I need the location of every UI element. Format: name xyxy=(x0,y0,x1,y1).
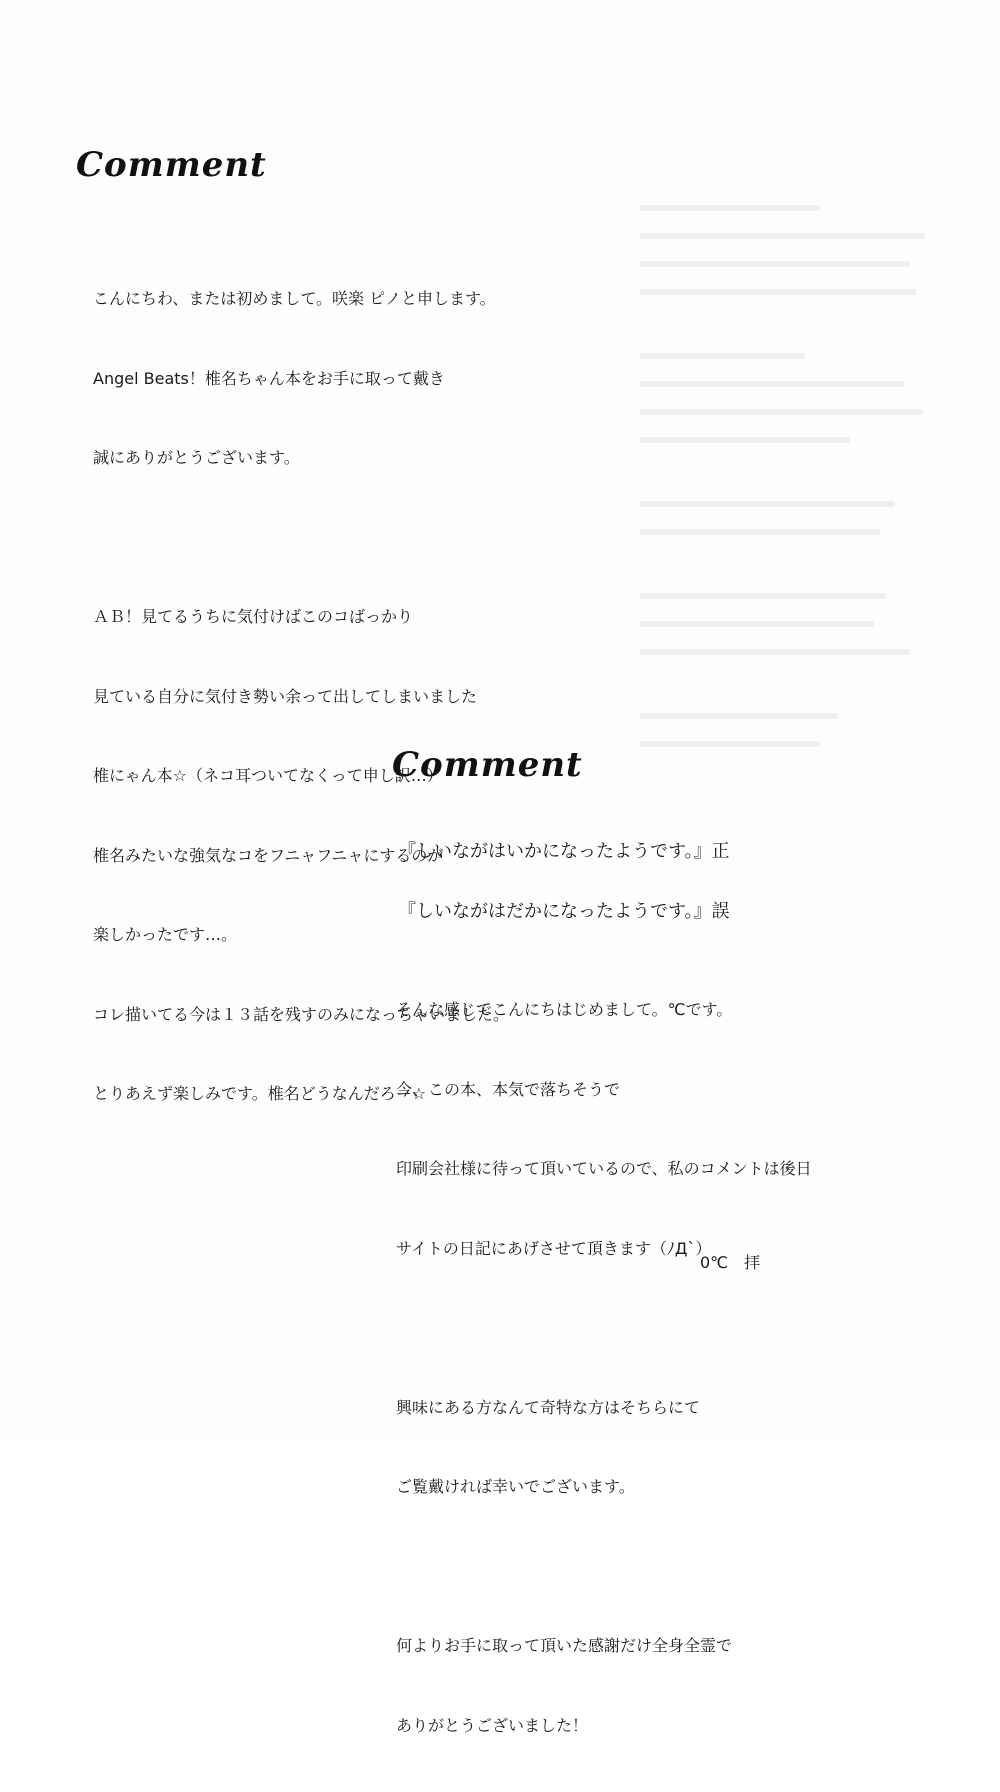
text-line: サイトの日記にあげさせて頂きます（ﾉД`） xyxy=(396,1238,712,1258)
text-line: 興味にある方なんて奇特な方はそちらにて xyxy=(396,1397,701,1417)
text-line: コレ描いてる今は１３話を残すのみになっちゃいました。 xyxy=(93,1004,510,1024)
text-line: 何よりお手に取って頂いた感謝だけ全身全霊で xyxy=(396,1636,733,1655)
wrong-line: 『しいながはだかになったようです。』誤 xyxy=(398,901,730,922)
paragraph-gap xyxy=(396,1315,812,1342)
text-line: 椎にゃん本☆（ネコ耳ついてなくって申し訳…） xyxy=(93,766,443,785)
paragraph-gap xyxy=(93,525,509,552)
text-line: 今、この本、本気で落ちそうで xyxy=(396,1079,621,1099)
text-line: 誠にありがとうございます。 xyxy=(93,448,300,467)
comment-heading-1: Comment xyxy=(76,145,267,185)
text-line: ＡＢ！見てるうちに気付けばこのコばっかり xyxy=(93,607,414,626)
text-line: 見ている自分に気付き勢い余って出してしまいました xyxy=(93,686,478,706)
text-line: Angel Beats！椎名ちゃん本をお手に取って戴き xyxy=(93,368,445,388)
comment-body-2 xyxy=(396,944,812,1792)
text-line: ご覧戴ければ幸いでございます。 xyxy=(396,1477,635,1496)
paragraph-gap xyxy=(396,1554,812,1581)
erratum-lines xyxy=(398,838,730,926)
text-line: 椎名みたいな強気なコをフニャフニャにするのが xyxy=(93,845,444,865)
correct-line: 『しいながはいかになったようです。』正 xyxy=(398,841,730,862)
text-line: 楽しかったです…。 xyxy=(93,925,238,944)
text-line: ありがとうございました！ xyxy=(396,1715,589,1735)
text-line: とりあえず楽しみです。椎名どうなんだろー☆ xyxy=(93,1084,427,1103)
text-line: そんな感じでこんにちはじめまして。℃です。 xyxy=(396,1000,733,1019)
comment-heading-2: Comment xyxy=(392,745,583,785)
signature: 0℃ 拝 xyxy=(700,1253,761,1272)
bleed-through-decoration xyxy=(640,205,940,769)
text-line: こんにちわ、または初めまして。咲楽 ピノと申します。 xyxy=(93,289,496,308)
text-line: 印刷会社様に待って頂いているので、私のコメントは後日 xyxy=(396,1159,812,1178)
